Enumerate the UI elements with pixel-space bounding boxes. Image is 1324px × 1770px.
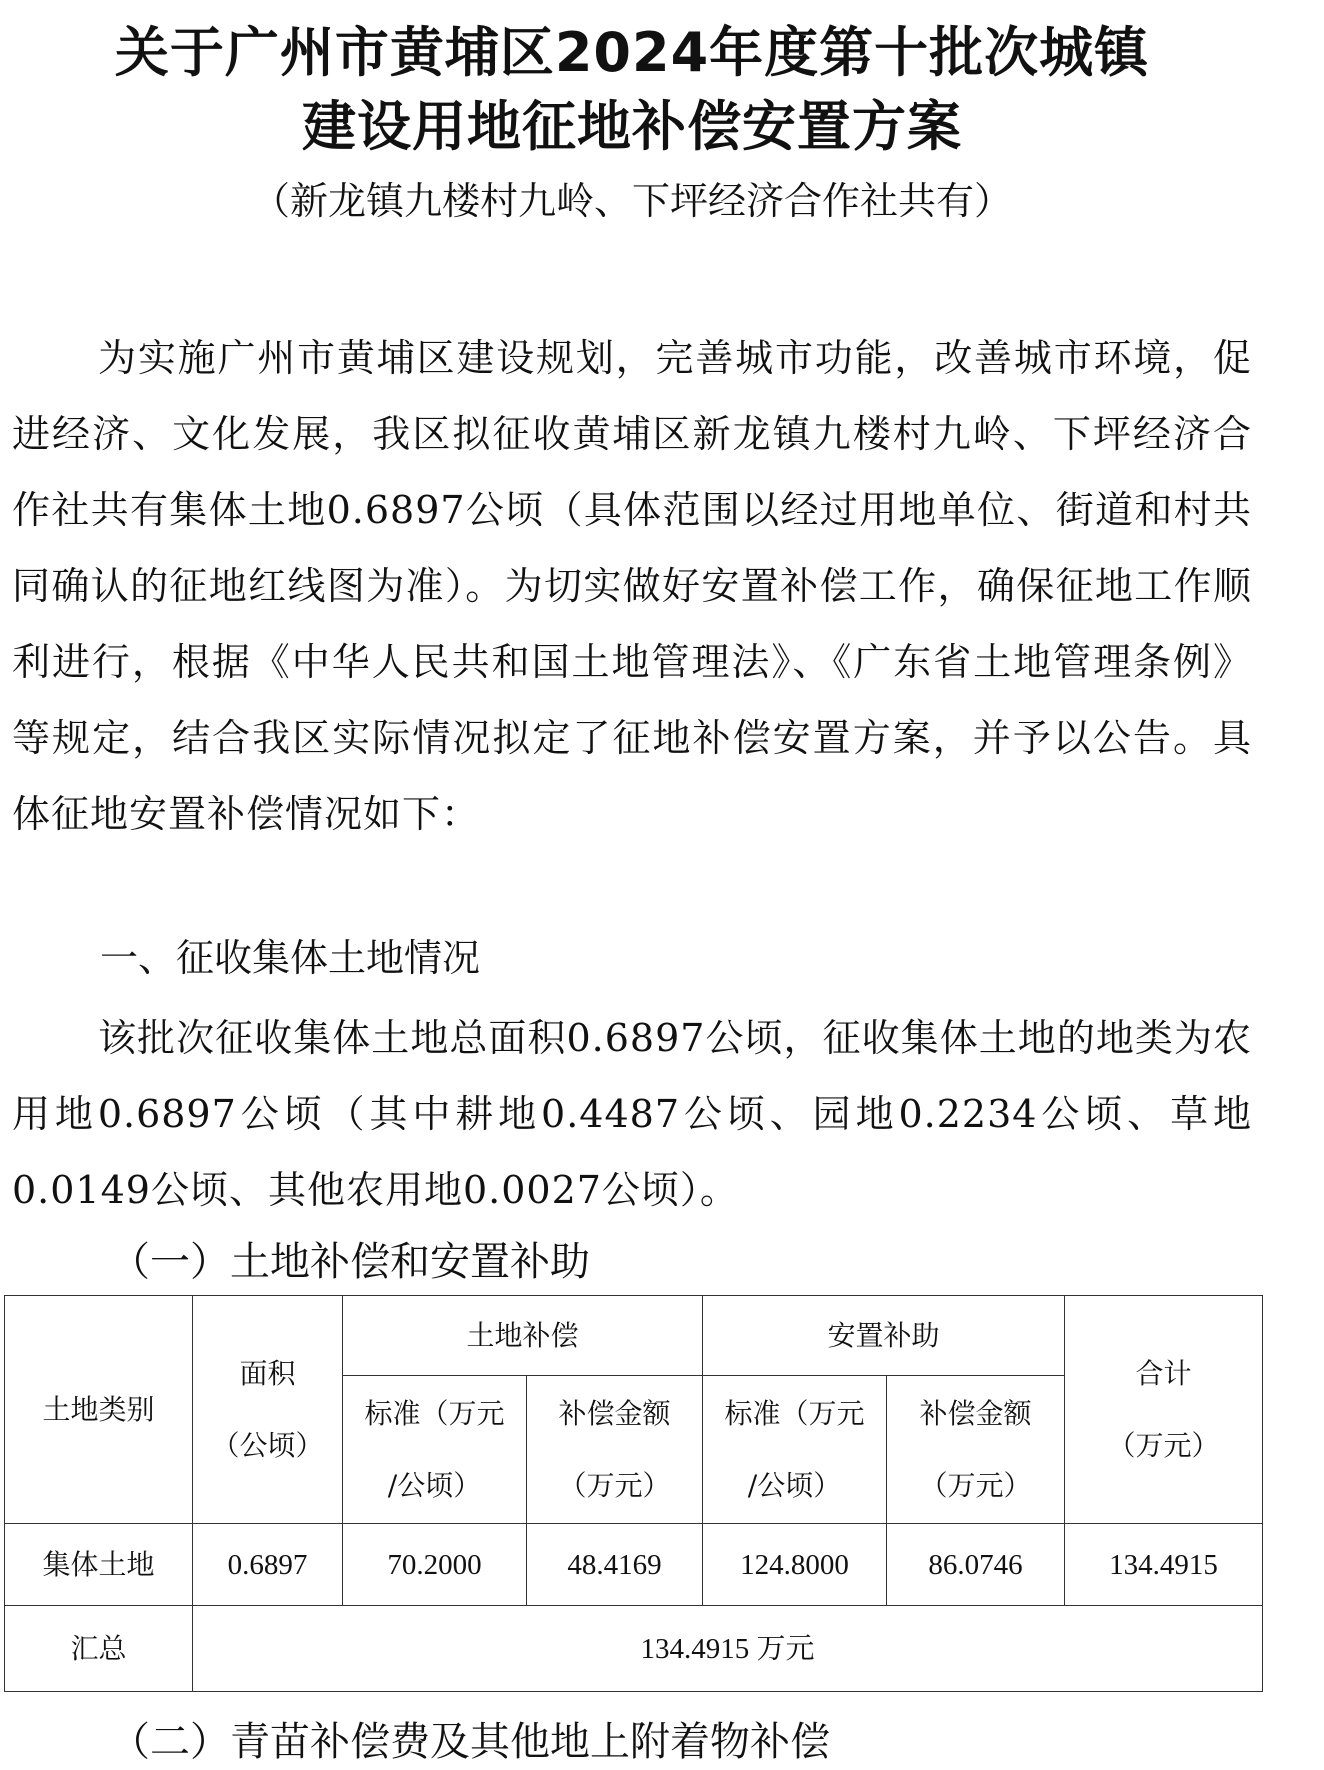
header-resettle-amount: 补偿金额 （万元）	[887, 1376, 1065, 1524]
compensation-table	[4, 1295, 1263, 1692]
cell-total: 134.4915	[1065, 1524, 1263, 1606]
document-subtitle: （新龙镇九楼村九岭、下坪经济合作社共有）	[251, 179, 1012, 223]
header-land-amount: 补偿金额 （万元）	[527, 1376, 703, 1524]
subsection2-heading: （二）青苗补偿费及其他地上附着物补偿	[110, 1719, 830, 1765]
header-land-type: 土地类别	[5, 1296, 193, 1524]
cell-resettle-amount: 86.0746	[887, 1524, 1065, 1606]
table-row	[5, 1524, 1263, 1606]
intro-paragraph: 为实施广州市黄埔区建设规划，完善城市功能，改善城市环境，促进经济、文化发展，我区拟征收黄埔区新龙镇九楼村九岭、下坪经济合作社共有集体土地0.6897公顷（具体范围以经过用地单位、街道和村共同确认的征地红线图为准）。为切实做好安置补偿工作，确保征地工作顺利进行，根据《中华人民共和国土地管理法》、《广东省土地管理条例》等规定，结合我区实际情况拟定了征地补偿安置方案，并予以公告。具体征地安置补偿情况如下：	[12, 336, 1252, 836]
document-title-line2: 建设用地征地补偿安置方案	[302, 95, 962, 158]
cell-resettle-standard: 124.8000	[703, 1524, 887, 1606]
header-area: 面积 （公顷）	[193, 1296, 343, 1524]
cell-land-type: 集体土地	[5, 1524, 193, 1606]
section1-heading: 一、征收集体土地情况	[100, 936, 481, 980]
cell-land-amount: 48.4169	[527, 1524, 703, 1606]
table-summary-row	[5, 1606, 1263, 1692]
header-total: 合计 （万元）	[1065, 1296, 1263, 1524]
subsection1-heading: （一）土地补偿和安置补助	[110, 1239, 590, 1285]
header-land-compensation: 土地补偿	[343, 1296, 703, 1376]
header-land-standard: 标准（万元 /公顷）	[343, 1376, 527, 1524]
cell-area: 0.6897	[193, 1524, 343, 1606]
cell-summary-value: 134.4915 万元	[193, 1606, 1263, 1692]
document-title-line1: 关于广州市黄埔区2024年度第十批次城镇	[114, 21, 1150, 84]
header-resettlement-subsidy: 安置补助	[703, 1296, 1065, 1376]
cell-land-standard: 70.2000	[343, 1524, 527, 1606]
section1-paragraph: 该批次征收集体土地总面积0.6897公顷，征收集体土地的地类为农用地0.6897公顷（其中耕地0.4487公顷、园地0.2234公顷、草地0.0149公顷、其他农用地0.0027公顷）。	[12, 1016, 1252, 1212]
header-resettle-standard: 标准（万元 /公顷）	[703, 1376, 887, 1524]
cell-summary-label: 汇总	[5, 1606, 193, 1692]
